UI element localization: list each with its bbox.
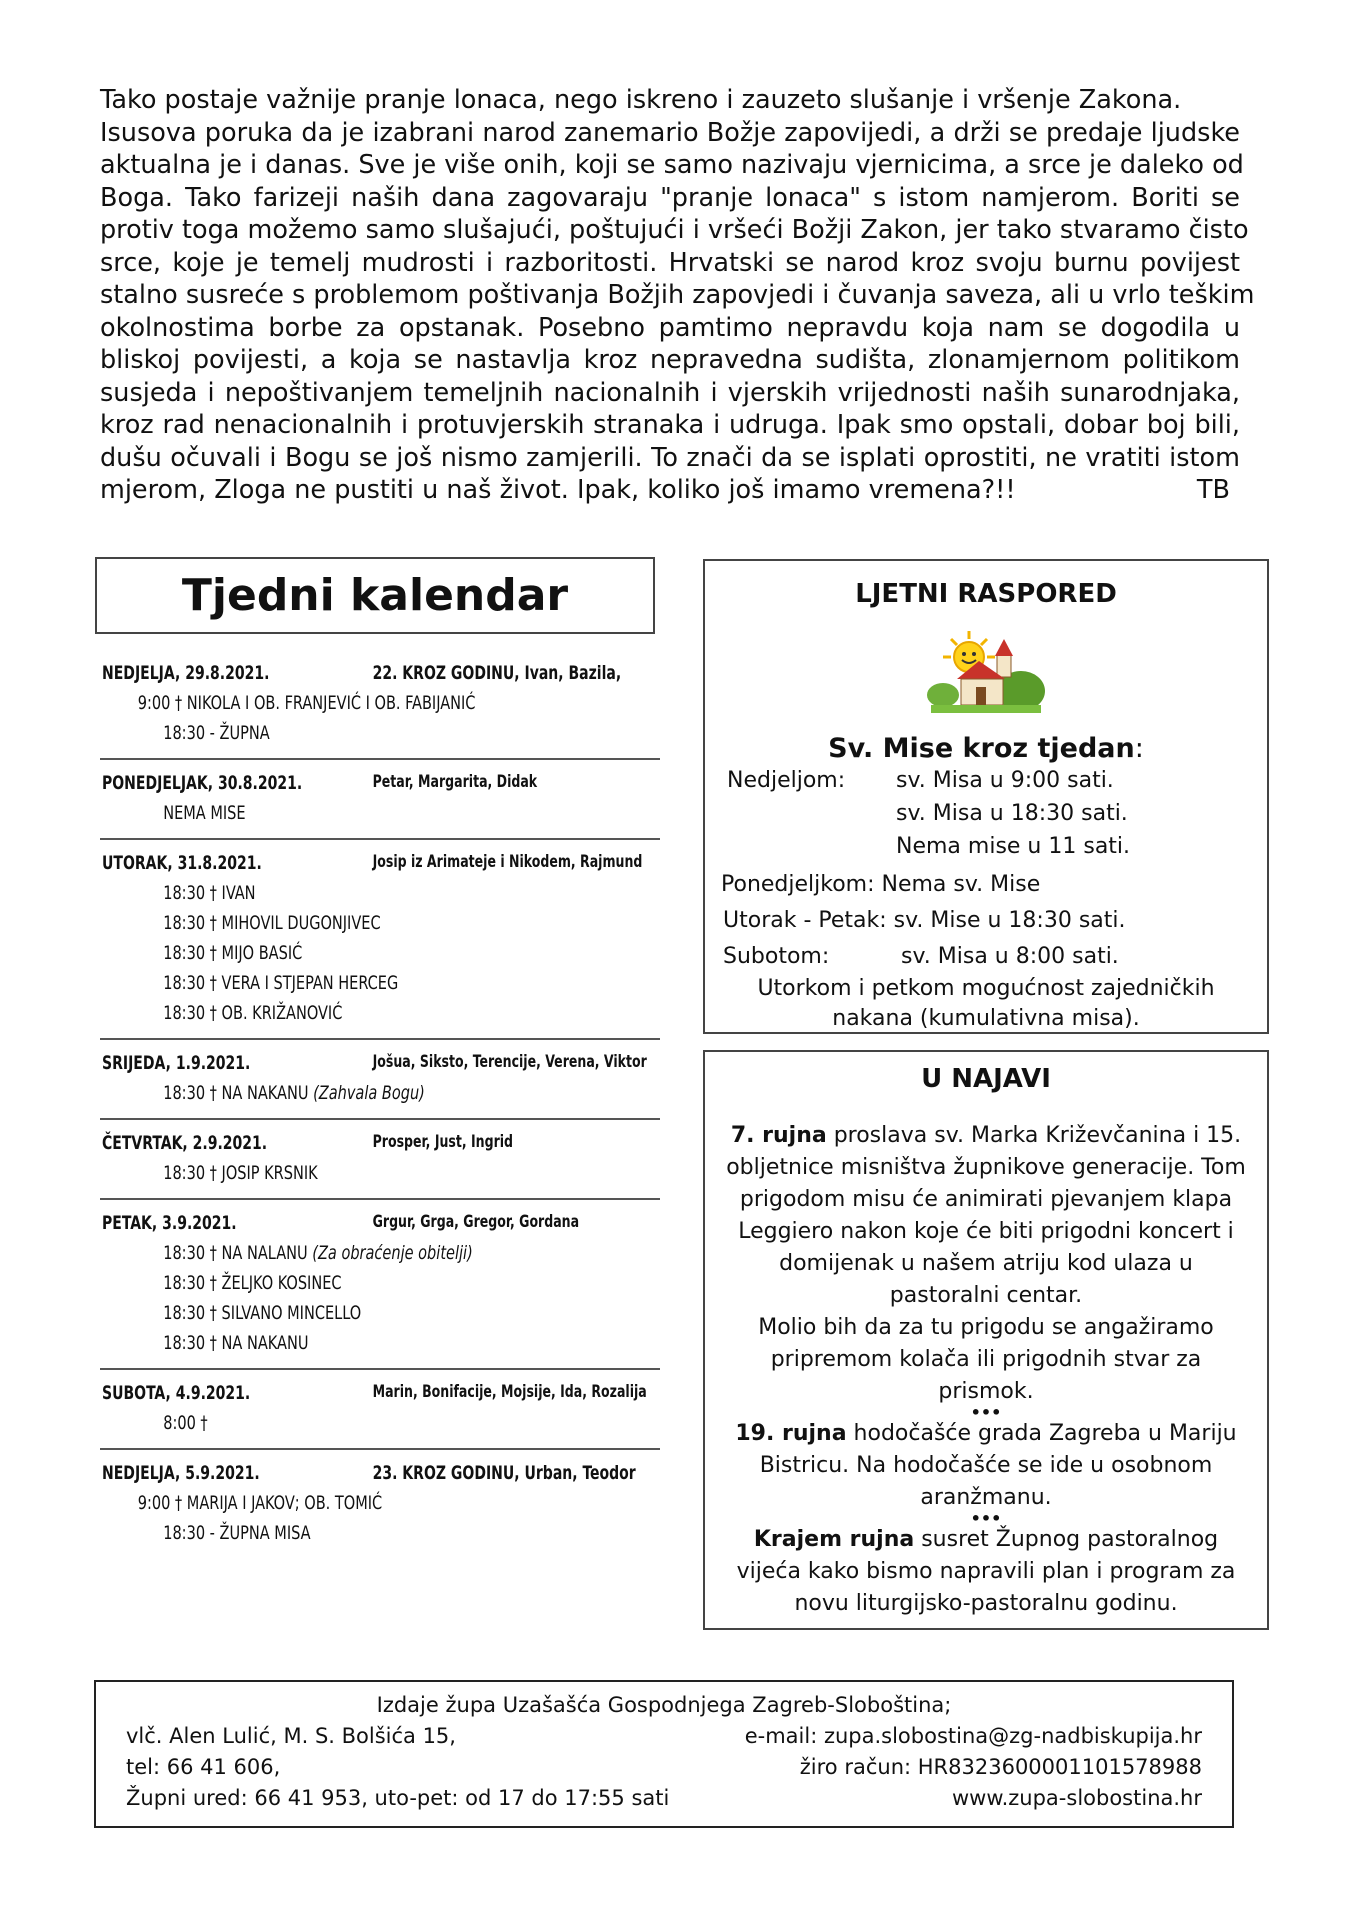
intro-line: protiv toga možemo samo slušajući, poštujući i vršeći Božji Zakon, jer tako stvaramo čisto [100,215,1249,245]
signature: TB [1196,475,1230,505]
calendar-title-box [95,557,655,634]
day-saints: Grgur, Grga, Gregor, Gordana [372,1212,580,1232]
masses-week-title-colon: : [1134,733,1144,764]
mass-entry: 18:30 † MIHOVIL DUGONJIVEC [163,912,381,934]
mass-entry: 18:30 † ŽELJKO KOSINEC [163,1272,342,1294]
day-saints: Petar, Margarita, Didak [372,772,538,792]
telephone: tel: 66 41 606, [126,1755,281,1779]
sunday-label: Nedjeljom: [727,768,846,793]
calendar-day [100,1200,660,1370]
sunday-mass-3: Nema mise u 11 sati. [896,834,1131,859]
separator-dots: ••• [970,1403,1002,1422]
intro-line: okolnostima borbe za opstanak. Posebno pamtimo nepravdu koja nam se dogodila u [100,312,1240,343]
separator-dots: ••• [970,1509,1002,1528]
mass-text: 18:30 † NA NAKANU [163,1082,309,1104]
announcement-extra: Molio bih da za tu prigodu se angažiramo pripremom kolača ili prigodnih stvar za prismok. [758,1315,1214,1404]
day-date: NEDJELJA, 5.9.2021. [102,1462,260,1484]
intro-last-text: mjerom, Zloga ne pustiti u naš život. Ipak, koliko još imamo vremena?!! [100,475,1016,505]
schedule-note-line: Utorkom i petkom mogućnost zajedničkih [757,976,1215,1001]
intro-line: Tako postaje važnije pranje lonaca, nego iskreno i zauzeto slušanje i vršenje Zakona. [100,85,1182,115]
mass-entry: 9:00 † MARIJA I JAKOV; OB. TOMIĆ [137,1492,383,1514]
mass-entry: 18:30 † NA NAKANU [163,1332,309,1354]
intro-line: aktualna je i danas. Sve je više onih, koji se samo nazivaju vjernicima, a srce je daleko od [100,150,1244,180]
mass-entry: 18:30 - ŽUPNA [163,722,270,744]
intro-line: bliskoj povijesti, a koja se nastavlja kroz nepravedna sudišta, zlonamjernom politikom [100,345,1240,375]
day-date: NEDJELJA, 29.8.2021. [102,662,270,684]
schedule-note [705,974,1267,1034]
announcement-item [723,1418,1249,1514]
calendar-day [100,760,660,840]
mass-entry: 18:30 - ŽUPNA MISA [163,1522,311,1544]
mass-entry: 18:30 † JOSIP KRSNIK [163,1162,318,1184]
summer-title: LJETNI RASPORED [855,579,1117,609]
day-date: UTORAK, 31.8.2021. [102,852,262,874]
day-saints: Prosper, Just, Ingrid [372,1132,514,1152]
day-date: SRIJEDA, 1.9.2021. [102,1052,251,1074]
calendar-title: Tjedni kalendar [181,570,569,621]
schedule-note-line: nakana (kumulativna misa). [832,1006,1140,1031]
calendar-day [100,840,660,1040]
intro-line: stalno susreće s problemom poštivanja Božjih zapovjedi i čuvanja saveza, ali u vrlo teškim [100,280,1255,310]
intro-line [100,474,1240,507]
mass-entry [102,1238,576,1268]
calendar-day [100,1450,660,1558]
mass-entry: 9:00 † NIKOLA I OB. FRANJEVIĆ I OB. FABIJANIĆ [137,692,476,714]
announcement-date: 7. rujna [730,1123,827,1148]
mass-entry: 18:30 † VERA I STJEPAN HERCEG [163,972,399,994]
intro-line: kroz rad nenacionalnih i protuvjerskih stranaka i udruga. Ipak smo opstali, dobar boj bili, [100,410,1240,440]
website-link[interactable]: www.zupa-slobostina.hr [952,1786,1202,1810]
announcement-date: Krajem rujna [753,1527,915,1552]
mass-text: 18:30 † NA NALANU [163,1242,308,1264]
calendar-day [100,1120,660,1200]
announcements-title: U NAJAVI [921,1064,1051,1094]
calendar-day [100,1370,660,1450]
office-hours: Župni ured: 66 41 953, uto-pet: od 17 do 17:55 sati [126,1786,670,1810]
mass-entry: NEMA MISE [163,802,246,824]
email-link[interactable]: e-mail: zupa.slobostina@zg-nadbiskupija.hr [744,1724,1202,1748]
sunday-mass-1: sv. Misa u 9:00 sati. [896,768,1114,793]
day-date: SUBOTA, 4.9.2021. [102,1382,251,1404]
day-date: ČETVRTAK, 2.9.2021. [102,1132,268,1154]
announcement-body: proslava sv. Marka Križevčanina i 15. obljetnice misništva župnikove generacije. Tom prigodom misu će animirati pjevanjem klapa Leggiero nakon koje će biti prigodni koncert i domijenak u našem atriju kod ulaza u pastoralni centar. [726,1123,1246,1308]
announcement-body: susret Župnog pastoralnog vijeća kako bismo napravili plan i program za novu liturgijsko-pastoralnu godinu. [736,1527,1236,1616]
publisher-footer [94,1680,1234,1828]
day-saints: 23. KROZ GODINU, Urban, Teodor [372,1462,636,1484]
intro-line: dušu očuvali i Bogu se još nismo zamjerili. To znači da se isplati oprostiti, ne vratiti istom [100,442,1240,473]
announcement-item [723,1524,1249,1620]
day-saints: Josip iz Arimateje i Nikodem, Rajmund [372,852,643,872]
saturday-mass: sv. Misa u 8:00 sati. [901,944,1119,969]
church-sun-icon [921,629,1051,719]
mass-note: (Zahvala Bogu) [313,1082,425,1104]
mass-entry: 18:30 † OB. KRIŽANOVIĆ [163,1002,343,1024]
day-saints: Marin, Bonifacije, Mojsije, Ida, Rozalija [372,1382,647,1402]
calendar-day [100,650,660,760]
day-saints: Jošua, Siksto, Terencije, Verena, Viktor [372,1052,647,1072]
mass-entry: 18:30 † MIJO BASIĆ [163,942,303,964]
announcement-body: hodočašće grada Zagreba u Mariju Bistricu. Na hodočašće se ide u osobnom aranžmanu. [759,1421,1237,1510]
publisher-line: Izdaje župa Uzašašća Gospodnjega Zagreb-Sloboština; [376,1693,952,1717]
masses-week-title-text: Sv. Mise kroz tjedan [828,733,1135,764]
day-date: PONEDJELJAK, 30.8.2021. [102,772,303,794]
priest-address: vlč. Alen Lulić, M. S. Bolšića 15, [126,1724,456,1748]
mass-entry: 8:00 † [163,1412,208,1434]
announcement-item [723,1120,1249,1312]
tue-fri-line: Utorak - Petak: sv. Mise u 18:30 sati. [723,908,1126,933]
announcements-text [705,1120,1267,1620]
intro-line: srce, koje je temelj mudrosti i razboritosti. Hrvatski se narod kroz svoju burnu povijest [100,247,1240,278]
intro-line: Isusova poruka da je izabrani narod zanemario Božje zapovijedi, a drži se predaje ljudske [100,117,1240,148]
mass-entry: 18:30 † IVAN [163,882,256,904]
announcements-box [703,1050,1269,1630]
intro-paragraph [100,84,1255,507]
announcement-date: 19. rujna [735,1421,847,1446]
mass-note: (Za obraćenje obitelji) [312,1242,473,1264]
monday-line: Ponedjeljkom: Nema sv. Mise [721,872,1041,897]
mass-entry [102,1078,576,1108]
weekly-calendar [100,650,660,1558]
calendar-day [100,1040,660,1120]
mass-entry: 18:30 † SILVANO MINCELLO [163,1302,362,1324]
bank-account: žiro račun: HR8323600001101578988 [799,1755,1202,1779]
mass-schedule [705,764,1267,974]
day-saints: 22. KROZ GODINU, Ivan, Bazila, [372,662,622,684]
summer-schedule-box [703,559,1269,1034]
sunday-mass-2: sv. Misa u 18:30 sati. [896,801,1128,826]
saturday-label: Subotom: [723,944,830,969]
masses-week-title [705,733,1267,764]
intro-line: susjeda i nepoštivanjem temeljnih nacionalnih i vjerskih vrijednosti naših sunarodnjaka, [100,377,1240,408]
day-date: PETAK, 3.9.2021. [102,1212,237,1234]
intro-line: Boga. Tako farizeji naših dana zagovaraju "pranje lonaca" s istom namjerom. Boriti se [100,182,1240,213]
